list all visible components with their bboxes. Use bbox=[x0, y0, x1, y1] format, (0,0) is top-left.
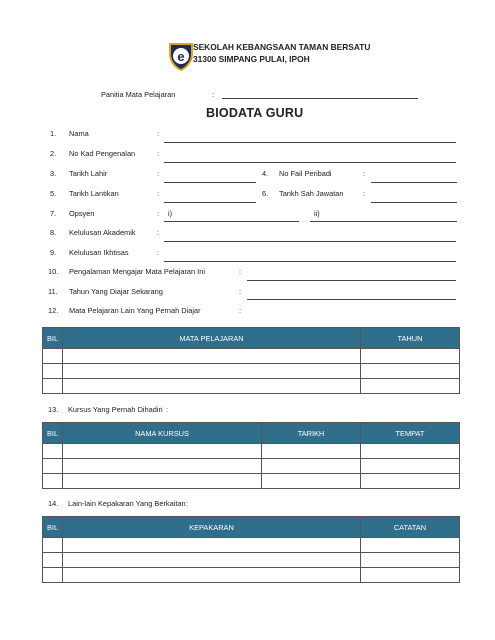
cell[interactable] bbox=[43, 474, 63, 489]
field-6-colon: : bbox=[363, 189, 366, 198]
cell[interactable] bbox=[361, 444, 460, 459]
panitia-label: Panitia Mata Pelajaran bbox=[101, 90, 176, 99]
cell[interactable] bbox=[63, 379, 361, 394]
cell[interactable] bbox=[63, 349, 361, 364]
field-2-colon: : bbox=[157, 149, 160, 158]
cell[interactable] bbox=[63, 568, 361, 583]
field-7-colon: : bbox=[157, 209, 160, 218]
field-9-num: 9. bbox=[50, 248, 57, 257]
cell[interactable] bbox=[63, 444, 262, 459]
table-row bbox=[43, 364, 460, 379]
col-catatan: CATATAN bbox=[361, 517, 460, 538]
cell[interactable] bbox=[63, 553, 361, 568]
table-row bbox=[43, 459, 460, 474]
field-9-colon: : bbox=[157, 248, 160, 257]
table-header-row bbox=[43, 423, 460, 444]
col-tarikh: TARIKH bbox=[262, 423, 361, 444]
cell[interactable] bbox=[43, 459, 63, 474]
cell[interactable] bbox=[361, 568, 460, 583]
field-4-colon: : bbox=[363, 169, 366, 178]
school-name: SEKOLAH KEBANGSAAN TAMAN BERSATU bbox=[193, 42, 371, 52]
field-5-num: 5. bbox=[50, 189, 57, 198]
cell[interactable] bbox=[361, 474, 460, 489]
cell[interactable] bbox=[63, 474, 262, 489]
field-7-line-2[interactable] bbox=[310, 221, 457, 222]
field-8-num: 8. bbox=[50, 228, 57, 237]
col-bil: BIL bbox=[43, 328, 63, 349]
field-6-num: 6. bbox=[262, 189, 269, 198]
cell[interactable] bbox=[262, 474, 361, 489]
table-header-row bbox=[43, 517, 460, 538]
cell[interactable] bbox=[262, 459, 361, 474]
table-row bbox=[43, 379, 460, 394]
col-nama-kursus: NAMA KURSUS bbox=[63, 423, 262, 444]
field-7-line-1[interactable] bbox=[164, 221, 299, 222]
svg-text:e: e bbox=[177, 49, 185, 64]
field-1-colon: : bbox=[157, 129, 160, 138]
field-4-label: No Fail Peribadi bbox=[279, 169, 332, 178]
col-tempat: TEMPAT bbox=[361, 423, 460, 444]
field-9-line[interactable] bbox=[164, 261, 456, 262]
field-12-num: 12. bbox=[48, 306, 59, 315]
shield-icon bbox=[167, 40, 195, 72]
cell[interactable] bbox=[43, 538, 63, 553]
field-10-num: 10. bbox=[48, 267, 59, 276]
field-5-label: Tarikh Lantikan bbox=[69, 189, 119, 198]
table-header-row bbox=[43, 328, 460, 349]
cell[interactable] bbox=[63, 364, 361, 379]
field-3-num: 3. bbox=[50, 169, 57, 178]
col-kepakaran: KEPAKARAN bbox=[63, 517, 361, 538]
cell[interactable] bbox=[361, 364, 460, 379]
section-14-label: Lain-lain Kepakaran Yang Berkaitan bbox=[68, 499, 186, 508]
table-row bbox=[43, 474, 460, 489]
cell[interactable] bbox=[63, 459, 262, 474]
page-title: BIODATA GURU bbox=[206, 106, 304, 120]
school-address: 31300 SIMPANG PULAI, IPOH bbox=[193, 54, 310, 64]
col-bil: BIL bbox=[43, 517, 63, 538]
field-7-opt2: ii) bbox=[314, 209, 320, 218]
table-row bbox=[43, 444, 460, 459]
field-3-line[interactable] bbox=[164, 182, 256, 183]
cell[interactable] bbox=[43, 349, 63, 364]
table-row bbox=[43, 553, 460, 568]
col-tahun: TAHUN bbox=[361, 328, 460, 349]
field-12-label: Mata Pelajaran Lain Yang Pernah Diajar bbox=[69, 306, 201, 315]
field-8-label: Kelulusan Akademik bbox=[69, 228, 136, 237]
field-11-label: Tahun Yang Diajar Sekarang bbox=[69, 287, 163, 296]
field-2-num: 2. bbox=[50, 149, 57, 158]
field-11-num: 11. bbox=[48, 287, 58, 296]
courses-table bbox=[42, 422, 460, 489]
field-4-num: 4. bbox=[262, 169, 269, 178]
field-8-colon: : bbox=[157, 228, 160, 237]
field-6-label: Tarikh Sah Jawatan bbox=[279, 189, 344, 198]
field-1-label: Nama bbox=[69, 129, 89, 138]
field-11-line[interactable] bbox=[247, 299, 456, 300]
field-3-colon: : bbox=[157, 169, 160, 178]
field-2-label: No Kad Pengenalan bbox=[69, 149, 136, 158]
cell[interactable] bbox=[63, 538, 361, 553]
field-9-label: Kelulusan Ikhtisas bbox=[69, 248, 129, 257]
field-10-label: Pengalaman Mengajar Mata Pelajaran Ini bbox=[69, 267, 205, 276]
field-2-line[interactable] bbox=[164, 162, 456, 163]
cell[interactable] bbox=[43, 444, 63, 459]
school-logo bbox=[167, 40, 195, 72]
field-5-colon: : bbox=[157, 189, 160, 198]
field-11-colon: : bbox=[239, 287, 242, 296]
table-row bbox=[43, 538, 460, 553]
cell[interactable] bbox=[43, 364, 63, 379]
section-13-num: 13. bbox=[48, 405, 59, 414]
expertise-table bbox=[42, 516, 460, 583]
field-8-line[interactable] bbox=[164, 241, 456, 242]
subjects-table bbox=[42, 327, 460, 394]
field-7-opt1: i) bbox=[168, 209, 173, 218]
field-1-num: 1. bbox=[50, 129, 57, 138]
field-1-line[interactable] bbox=[164, 142, 456, 143]
col-bil: BIL bbox=[43, 423, 63, 444]
field-12-colon: : bbox=[239, 306, 242, 315]
section-13-colon: : bbox=[166, 405, 169, 414]
table-row bbox=[43, 568, 460, 583]
col-mata-pelajaran: MATA PELAJARAN bbox=[63, 328, 361, 349]
cell[interactable] bbox=[43, 553, 63, 568]
cell[interactable] bbox=[361, 459, 460, 474]
section-14-colon: : bbox=[186, 499, 189, 508]
cell[interactable] bbox=[43, 379, 63, 394]
field-6-line[interactable] bbox=[371, 202, 457, 203]
field-10-colon: : bbox=[239, 267, 242, 276]
cell[interactable] bbox=[361, 379, 460, 394]
field-3-label: Tarikh Lahir bbox=[69, 169, 108, 178]
cell[interactable] bbox=[361, 553, 460, 568]
field-7-num: 7. bbox=[50, 209, 57, 218]
field-10-line[interactable] bbox=[247, 280, 456, 281]
panitia-colon: : bbox=[212, 90, 215, 99]
field-5-line[interactable] bbox=[164, 202, 256, 203]
cell[interactable] bbox=[361, 349, 460, 364]
section-14-num: 14. bbox=[48, 499, 59, 508]
cell[interactable] bbox=[262, 444, 361, 459]
cell[interactable] bbox=[361, 538, 460, 553]
section-13-label: Kursus Yang Pernah Dihadiri bbox=[68, 405, 163, 414]
field-4-line[interactable] bbox=[371, 182, 457, 183]
table-row bbox=[43, 349, 460, 364]
field-7-label: Opsyen bbox=[69, 209, 95, 218]
cell[interactable] bbox=[43, 568, 63, 583]
panitia-line bbox=[222, 98, 418, 99]
